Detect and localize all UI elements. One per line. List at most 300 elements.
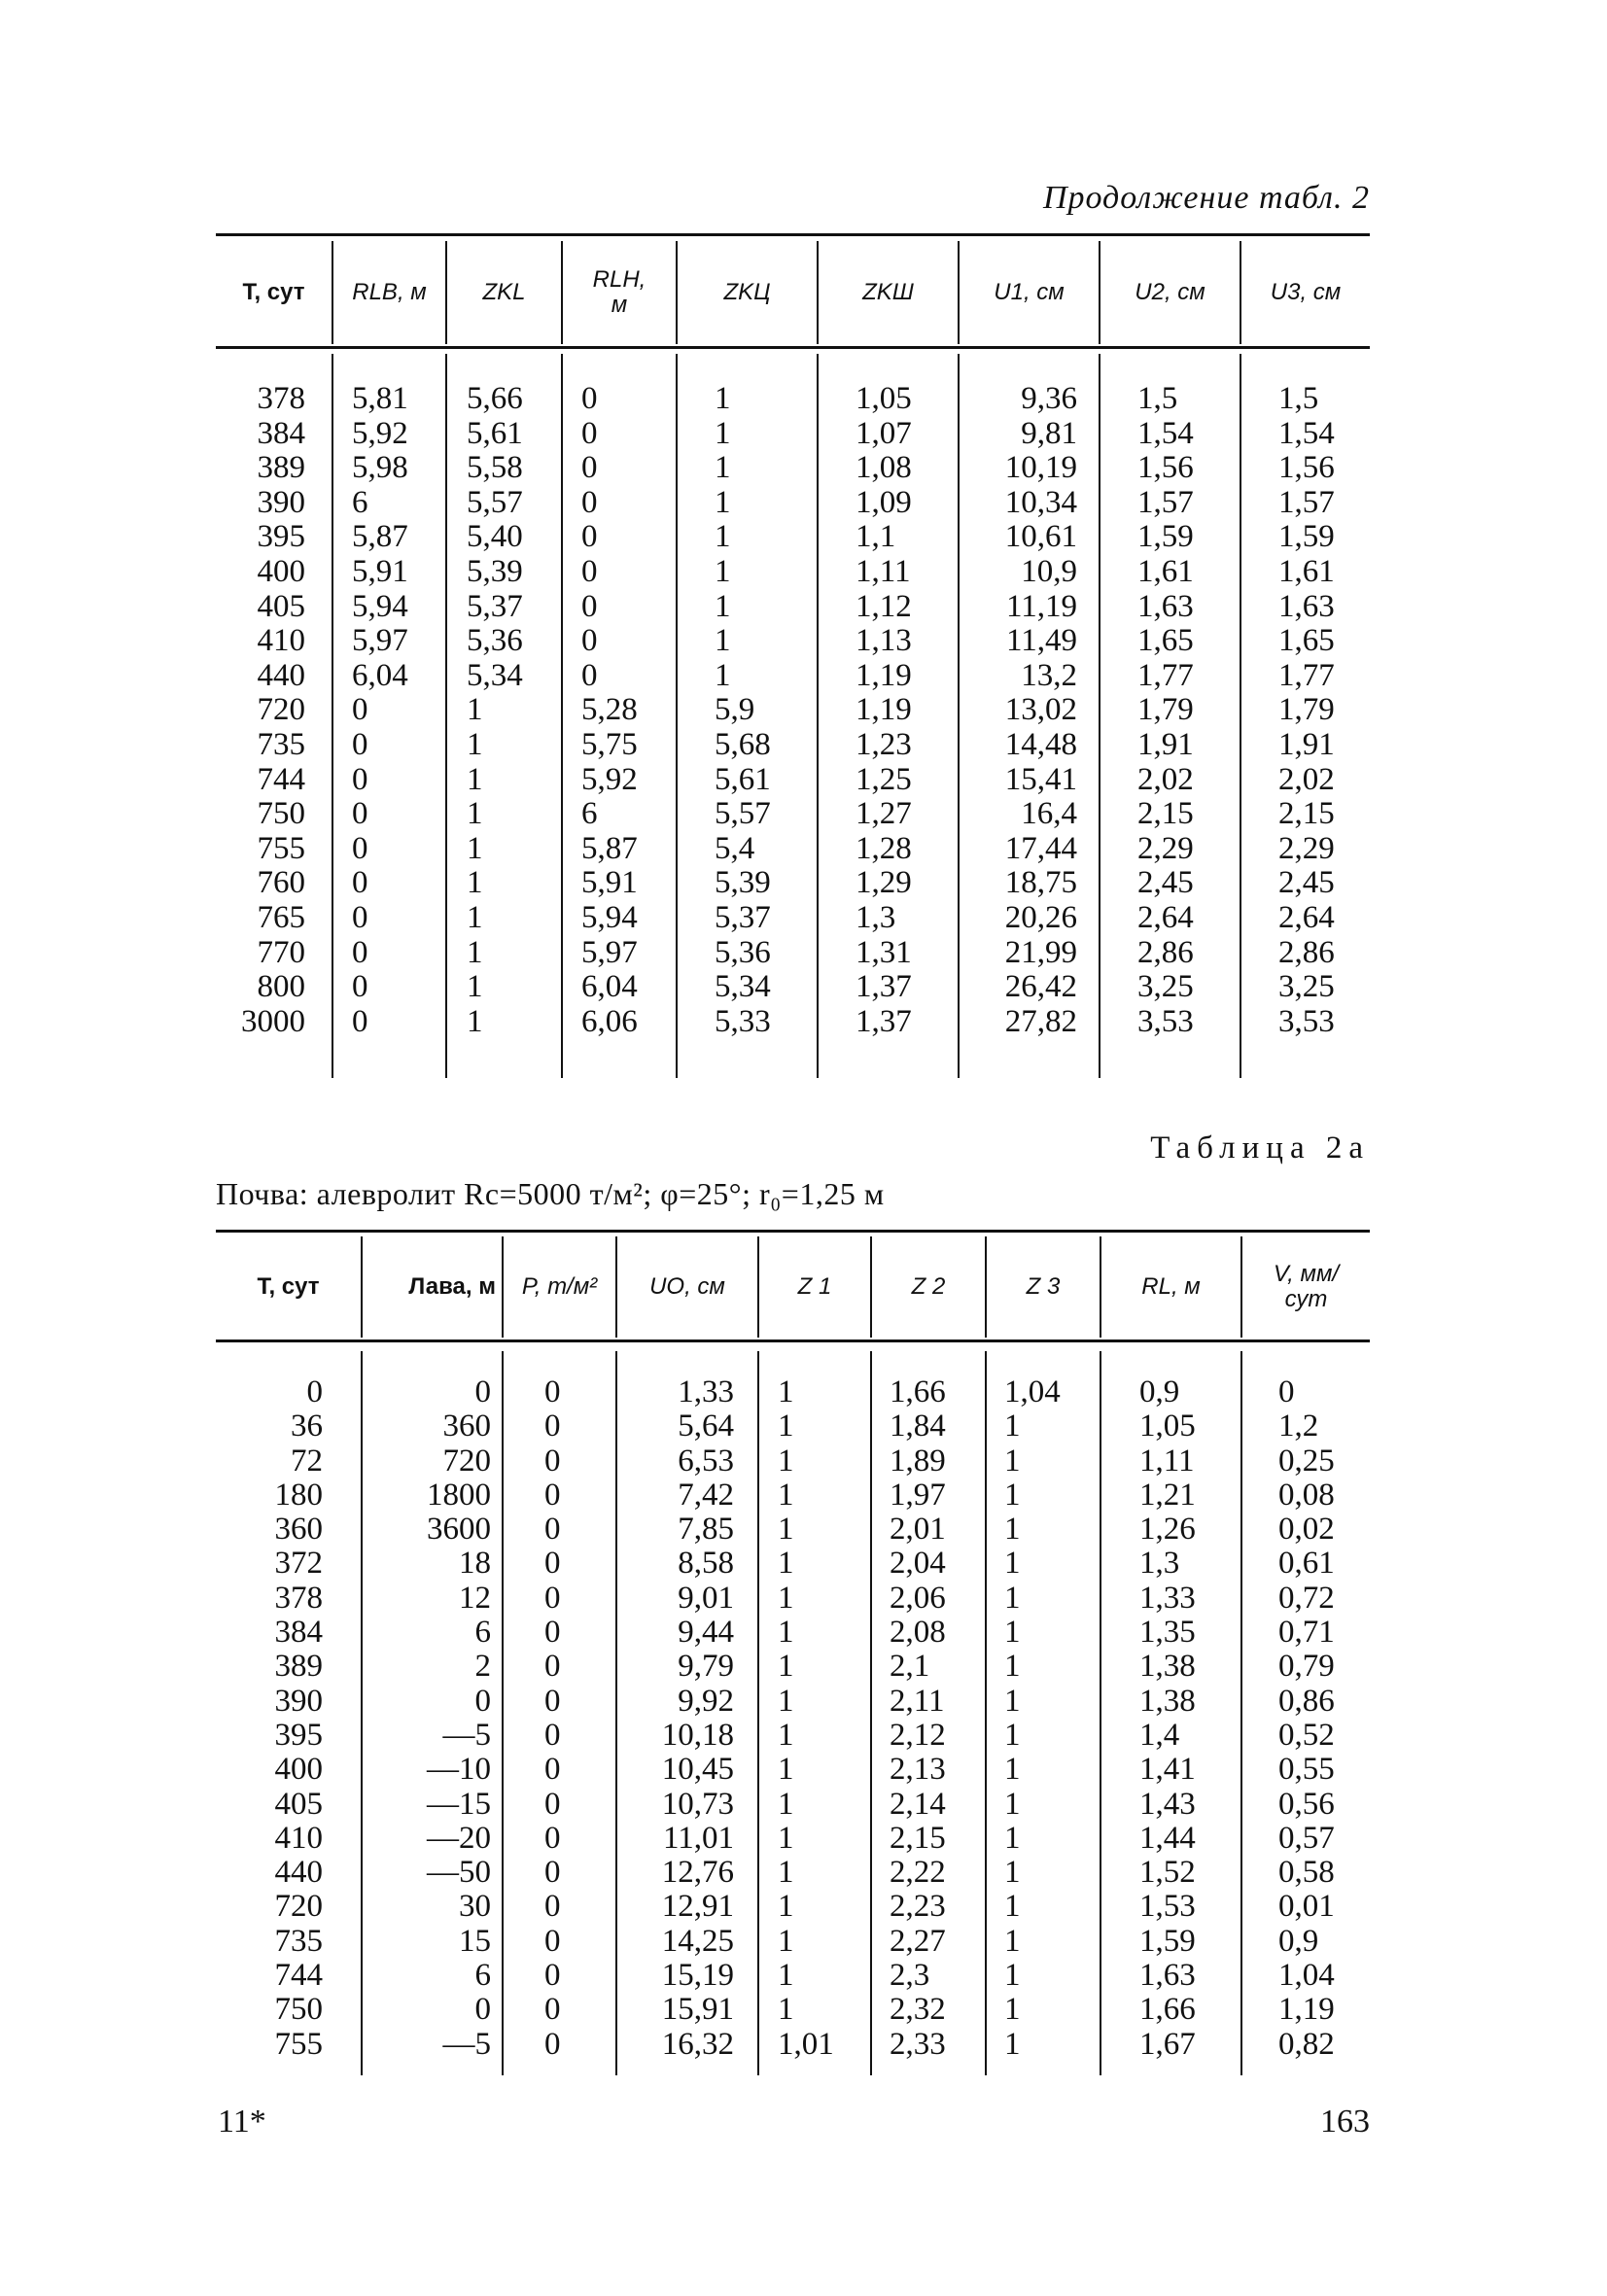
table-1-header-u3: U3, см — [1270, 278, 1342, 305]
table-cell: 6,04 — [352, 657, 408, 693]
table-cell: 2,04 — [890, 1546, 946, 1582]
table-cell: 0 — [544, 1683, 561, 1719]
table-cell: 5,58 — [467, 450, 523, 486]
table-cell: 1 — [778, 1855, 794, 1891]
table-cell: 0 — [544, 1546, 561, 1582]
table-1-header-zkl: ZKL — [482, 278, 526, 305]
table-cell: 5,34 — [715, 969, 771, 1005]
table-cell: 2,22 — [890, 1855, 946, 1891]
table-cell: 720 — [274, 1889, 323, 1925]
table-cell: 20,26 — [1004, 899, 1077, 935]
table-cell: 410 — [257, 623, 305, 659]
table-cell: 1 — [778, 1717, 794, 1753]
table-cell: 1,4 — [1139, 1717, 1180, 1753]
table-cell: 1 — [1004, 1889, 1021, 1925]
table-cell: 0 — [544, 1923, 561, 1959]
table-cell: 0 — [544, 1786, 561, 1822]
table-cell: 1,19 — [856, 657, 912, 693]
table-cell: —10 — [427, 1752, 491, 1788]
table-cell: 1 — [1004, 1512, 1021, 1548]
table-cell: —5 — [442, 1717, 491, 1753]
table-cell: 6,53 — [678, 1443, 734, 1478]
table-cell: 750 — [257, 796, 305, 832]
table-cell: 378 — [274, 1580, 323, 1616]
table-cell: 1,25 — [856, 761, 912, 797]
table-cell: 5,4 — [715, 830, 755, 866]
table-cell: 1 — [778, 1615, 794, 1651]
table-cell: 0,57 — [1278, 1820, 1335, 1856]
table-2a-body-divider — [985, 1351, 987, 2075]
table-cell: 1,11 — [856, 553, 911, 589]
table-cell: 1 — [1004, 1546, 1021, 1582]
table-2a-caption: Почва: алевролит Rс=5000 т/м²; φ=25°; r₀=1,25 м — [216, 1176, 885, 1211]
table-cell: 1,11 — [1139, 1443, 1195, 1478]
table-cell: 10,45 — [661, 1752, 734, 1788]
table-cell: 1,28 — [856, 830, 912, 866]
table-cell: 2,45 — [1137, 865, 1194, 901]
table-cell: 1,31 — [856, 934, 912, 970]
table-2a-body-divider — [870, 1351, 872, 2075]
table-cell: 755 — [257, 830, 305, 866]
table-cell: 1,3 — [1139, 1546, 1180, 1582]
table-cell: 30 — [459, 1889, 491, 1925]
table-cell: —50 — [427, 1855, 491, 1891]
table-cell: 10,19 — [1004, 450, 1077, 486]
table-cell: 0 — [544, 1717, 561, 1753]
table-cell: 1800 — [427, 1477, 491, 1513]
table-2a-header-lava: Лава, м — [408, 1272, 496, 1300]
table-2a-column-lava — [363, 1375, 491, 2062]
table-cell: 10,18 — [661, 1717, 734, 1753]
table-cell: 1,89 — [890, 1443, 946, 1478]
table-cell: 5,39 — [467, 553, 523, 589]
table-cell: —20 — [427, 1820, 491, 1856]
table-cell: 1 — [715, 623, 731, 659]
table-cell: 720 — [442, 1443, 491, 1478]
table-cell: 1,27 — [856, 796, 912, 832]
table-cell: 1,21 — [1139, 1477, 1196, 1513]
table-cell: 1,53 — [1139, 1889, 1196, 1925]
table-cell: 755 — [274, 2026, 323, 2062]
table-cell: 0,72 — [1278, 1580, 1335, 1616]
table-1-body-divider — [1099, 354, 1100, 1078]
table-cell: 372 — [274, 1546, 323, 1582]
table-cell: 1 — [467, 692, 483, 728]
table-cell: 0 — [544, 1958, 561, 1994]
table-cell: 5,64 — [678, 1409, 734, 1444]
table-cell: 2,29 — [1137, 830, 1194, 866]
table-cell: 0 — [544, 1649, 561, 1685]
table-cell: 1 — [778, 1512, 794, 1548]
table-cell: 5,66 — [467, 381, 523, 416]
table-cell: 1 — [778, 1683, 794, 1719]
table-cell: 16,4 — [1021, 796, 1077, 832]
table-cell: 1 — [778, 1992, 794, 2028]
table-cell: 1 — [467, 796, 483, 832]
table-cell: 9,36 — [1021, 381, 1077, 416]
table-cell: 1 — [1004, 1958, 1021, 1994]
table-cell: 5,81 — [352, 381, 408, 416]
table-cell: 1,43 — [1139, 1786, 1196, 1822]
table-cell: 1 — [1004, 1443, 1021, 1478]
table-cell: 2,64 — [1137, 899, 1194, 935]
table-cell: 1,66 — [890, 1374, 946, 1409]
table-cell: 0,01 — [1278, 1889, 1335, 1925]
table-cell: 1,91 — [1137, 726, 1194, 762]
table-cell: 2,15 — [1278, 796, 1335, 832]
table-cell: 5,92 — [352, 415, 408, 451]
table-cell: 0 — [1278, 1374, 1295, 1409]
table-cell: 1,38 — [1139, 1649, 1196, 1685]
table-cell: 2,86 — [1278, 934, 1335, 970]
table-1-column-rlh — [581, 382, 674, 1039]
table-cell: 10,61 — [1004, 519, 1077, 555]
table-cell: 1,63 — [1278, 588, 1335, 624]
table-cell: 1,77 — [1137, 657, 1194, 693]
table-cell: 18,75 — [1004, 865, 1077, 901]
table-cell: 0 — [581, 415, 598, 451]
table-cell: 1 — [778, 1580, 794, 1616]
table-cell: 410 — [274, 1820, 323, 1856]
table-cell: 1,65 — [1278, 623, 1335, 659]
table-cell: 2,15 — [1137, 796, 1194, 832]
table-cell: 1 — [1004, 1649, 1021, 1685]
table-cell: 3,53 — [1278, 1003, 1335, 1039]
table-1-header-rlb: RLB, м — [352, 278, 427, 305]
table-cell: 405 — [274, 1786, 323, 1822]
table-2a-header-z3: Z 3 — [1026, 1272, 1061, 1300]
table-cell: 0,61 — [1278, 1546, 1335, 1582]
table-cell: 1,01 — [778, 2026, 834, 2062]
table-2a-body-divider — [757, 1351, 759, 2075]
table-cell: 0 — [581, 657, 598, 693]
table-cell: 5,92 — [581, 761, 638, 797]
table-cell: 0,55 — [1278, 1752, 1335, 1788]
table-cell: 1,23 — [856, 726, 912, 762]
table-cell: 800 — [257, 969, 305, 1005]
table-cell: —15 — [427, 1786, 491, 1822]
table-cell: 1 — [467, 1003, 483, 1039]
table-1-top-rule — [216, 233, 1370, 236]
table-cell: 0 — [352, 796, 368, 832]
table-cell: 1,65 — [1137, 623, 1194, 659]
table-cell: 8,58 — [678, 1546, 734, 1582]
table-cell: 2,3 — [890, 1958, 930, 1994]
table-cell: 1,04 — [1278, 1958, 1335, 1994]
table-cell: 9,92 — [678, 1683, 734, 1719]
table-2a-column-z1 — [778, 1375, 867, 2062]
table-cell: 440 — [257, 657, 305, 693]
table-cell: 1,79 — [1278, 692, 1335, 728]
table-cell: 5,98 — [352, 450, 408, 486]
table-cell: 1 — [467, 934, 483, 970]
table-cell: 1 — [715, 553, 731, 589]
table-cell: 2,15 — [890, 1820, 946, 1856]
table-cell: 1,91 — [1278, 726, 1335, 762]
table-cell: 744 — [257, 761, 305, 797]
table-cell: 1,33 — [1139, 1580, 1196, 1616]
table-cell: 1 — [1004, 1752, 1021, 1788]
table-cell: 2,13 — [890, 1752, 946, 1788]
table-cell: 1,61 — [1137, 553, 1194, 589]
table-cell: 1,66 — [1139, 1992, 1196, 2028]
table-cell: 0 — [581, 553, 598, 589]
table-cell: 0 — [544, 1374, 561, 1409]
table-cell: 1,05 — [1139, 1409, 1196, 1444]
table-cell: 765 — [257, 899, 305, 935]
table-cell: 5,36 — [715, 934, 771, 970]
table-cell: 1,44 — [1139, 1820, 1196, 1856]
table-cell: 1,37 — [856, 1003, 912, 1039]
table-cell: 360 — [442, 1409, 491, 1444]
table-cell: 1 — [715, 657, 731, 693]
table-1-header-u2: U2, см — [1135, 278, 1205, 305]
table-cell: 378 — [257, 381, 305, 416]
table-cell: 1 — [715, 588, 731, 624]
table-cell: 5,75 — [581, 726, 638, 762]
table-cell: 360 — [274, 1512, 323, 1548]
table-cell: 3,53 — [1137, 1003, 1194, 1039]
table-cell: 5,39 — [715, 865, 771, 901]
table-1-header-t: T, сут — [242, 278, 305, 305]
table-cell: 0 — [474, 1374, 491, 1409]
table-cell: 1,3 — [856, 899, 896, 935]
table-cell: 1,19 — [856, 692, 912, 728]
table-cell: 0 — [581, 519, 598, 555]
table-cell: 1 — [1004, 1992, 1021, 2028]
table-cell: 5,28 — [581, 692, 638, 728]
table-cell: 0 — [544, 1477, 561, 1513]
table-cell: 21,99 — [1004, 934, 1077, 970]
table-cell: 1,37 — [856, 969, 912, 1005]
table-cell: 400 — [274, 1752, 323, 1788]
table-cell: 1 — [467, 726, 483, 762]
table-cell: 2,29 — [1278, 830, 1335, 866]
table-cell: 1 — [1004, 1820, 1021, 1856]
table-1-column-zkc — [715, 382, 812, 1039]
table-cell: 14,48 — [1004, 726, 1077, 762]
table-cell: 1 — [715, 519, 731, 555]
table-cell: 0 — [352, 830, 368, 866]
table-cell: 13,2 — [1021, 657, 1077, 693]
table-cell: 720 — [257, 692, 305, 728]
table-cell: 9,79 — [678, 1649, 734, 1685]
table-cell: 1,5 — [1278, 381, 1319, 416]
table-cell: 2,01 — [890, 1512, 946, 1548]
table-cell: 5,97 — [581, 934, 638, 970]
table-cell: 2,64 — [1278, 899, 1335, 935]
table-cell: 15 — [459, 1923, 491, 1959]
table-2a-body-divider — [502, 1351, 504, 2075]
table-cell: 9,44 — [678, 1615, 734, 1651]
table-cell: 2,11 — [890, 1683, 945, 1719]
table-cell: 5,57 — [467, 484, 523, 520]
table-cell: 1 — [467, 899, 483, 935]
table-cell: 1 — [467, 969, 483, 1005]
table-cell: 1 — [1004, 1923, 1021, 1959]
table-cell: 0 — [352, 726, 368, 762]
table-2a-header-rule — [216, 1339, 1370, 1342]
table-cell: 5,87 — [352, 519, 408, 555]
table-2a-header-v: V, мм/сут — [1273, 1260, 1340, 1312]
table-1-column-u1 — [958, 382, 1077, 1039]
table-cell: 0 — [544, 1889, 561, 1925]
table-cell: 27,82 — [1004, 1003, 1077, 1039]
table-cell: 1,54 — [1137, 415, 1194, 451]
table-cell: 1 — [778, 1546, 794, 1582]
table-cell: 735 — [257, 726, 305, 762]
table-2a-header-z1: Z 1 — [797, 1272, 832, 1300]
table-cell: 1 — [1004, 1580, 1021, 1616]
table-cell: 5,94 — [581, 899, 638, 935]
table-1-header-zkc: ZKЦ — [723, 278, 771, 305]
table-cell: 2 — [474, 1649, 491, 1685]
table-2a-header-uo: UO, см — [649, 1272, 725, 1300]
table-cell: 5,91 — [352, 553, 408, 589]
table-1-header-rule — [216, 346, 1370, 349]
table-cell: 10,73 — [661, 1786, 734, 1822]
table-cell: 1 — [467, 865, 483, 901]
table-cell: 1,57 — [1278, 484, 1335, 520]
table-cell: 6 — [352, 484, 368, 520]
table-cell: 1 — [778, 1477, 794, 1513]
table-cell: 1 — [715, 450, 731, 486]
table-cell: 1 — [1004, 1683, 1021, 1719]
table-cell: 760 — [257, 865, 305, 901]
table-cell: 12,91 — [661, 1889, 734, 1925]
table-cell: 0 — [352, 899, 368, 935]
table-cell: 0,52 — [1278, 1717, 1335, 1753]
table-cell: 2,27 — [890, 1923, 946, 1959]
table-cell: 5,40 — [467, 519, 523, 555]
table-2a-body-divider — [1240, 1351, 1242, 2075]
table-2a-column-z3 — [1004, 1375, 1097, 2062]
table-1-body-divider — [332, 354, 333, 1078]
table-1-column-u3 — [1278, 382, 1368, 1039]
table-cell: 0 — [474, 1683, 491, 1719]
table-cell: 0 — [544, 1615, 561, 1651]
table-cell: 0 — [544, 1855, 561, 1891]
table-cell: 1 — [1004, 1786, 1021, 1822]
table-cell: 1 — [778, 1752, 794, 1788]
table-cell: 1,09 — [856, 484, 912, 520]
table-cell: 3000 — [241, 1003, 305, 1039]
table-cell: 1,59 — [1139, 1923, 1196, 1959]
table-2a-column-t — [216, 1375, 323, 2062]
table-cell: 390 — [257, 484, 305, 520]
table-cell: 1 — [467, 830, 483, 866]
table-cell: 2,08 — [890, 1615, 946, 1651]
table-cell: 405 — [257, 588, 305, 624]
table-cell: 390 — [274, 1683, 323, 1719]
table-2a-header-p: P, т/м² — [521, 1272, 598, 1300]
table-cell: 1,08 — [856, 450, 912, 486]
table-cell: 1,26 — [1139, 1512, 1196, 1548]
table-cell: 1,52 — [1139, 1855, 1196, 1891]
table-cell: 1 — [778, 1409, 794, 1444]
table-cell: 11,01 — [662, 1820, 734, 1856]
table-cell: 3,25 — [1278, 969, 1335, 1005]
table-cell: 2,86 — [1137, 934, 1194, 970]
table-cell: 770 — [257, 934, 305, 970]
table-cell: 735 — [274, 1923, 323, 1959]
table-cell: 1,5 — [1137, 381, 1178, 416]
table-cell: 2,14 — [890, 1786, 946, 1822]
table-cell: 12 — [459, 1580, 491, 1616]
table-cell: 0 — [544, 1443, 561, 1478]
table-cell: 9,81 — [1021, 415, 1077, 451]
table-cell: 5,97 — [352, 623, 408, 659]
table-cell: 1,2 — [1278, 1409, 1319, 1444]
table-2a-body-divider — [1100, 1351, 1101, 2075]
table-1-column-t — [216, 382, 305, 1039]
table-cell: 0 — [544, 2026, 561, 2062]
table-cell: 1 — [778, 1820, 794, 1856]
table-cell: 1,12 — [856, 588, 912, 624]
table-cell: 0,82 — [1278, 2026, 1335, 2062]
table-cell: 2,02 — [1278, 761, 1335, 797]
table-cell: 72 — [291, 1443, 323, 1478]
table-cell: 1 — [778, 1443, 794, 1478]
table-cell: 0 — [581, 588, 598, 624]
table-2a-header-rl: RL, м — [1141, 1272, 1201, 1300]
table-cell: 1,59 — [1278, 519, 1335, 555]
table-cell: 1,56 — [1137, 450, 1194, 486]
table-cell: 1,07 — [856, 415, 912, 451]
table-cell: 0,58 — [1278, 1855, 1335, 1891]
table-cell: 3600 — [427, 1512, 491, 1548]
table-cell: 5,61 — [715, 761, 771, 797]
table-cell: 10,9 — [1021, 553, 1077, 589]
table-cell: 1 — [1004, 1615, 1021, 1651]
table-2a-column-p — [544, 1375, 612, 2062]
table-cell: 0 — [352, 934, 368, 970]
table-cell: 2,12 — [890, 1717, 946, 1753]
table-cell: 1,1 — [856, 519, 896, 555]
signature-mark: 11* — [218, 2104, 266, 2139]
table-cell: 0 — [352, 761, 368, 797]
table-cell: 0 — [544, 1512, 561, 1548]
table-cell: 6 — [474, 1615, 491, 1651]
table-2a-column-z2 — [890, 1375, 982, 2062]
table-cell: 0 — [352, 1003, 368, 1039]
table-cell: 2,33 — [890, 2026, 946, 2062]
table-cell: 16,32 — [661, 2026, 734, 2062]
table-cell: 1 — [715, 381, 731, 416]
table-cell: 0 — [581, 484, 598, 520]
table-cell: 2,32 — [890, 1992, 946, 2028]
table-cell: 0,25 — [1278, 1443, 1335, 1478]
table-cell: 5,36 — [467, 623, 523, 659]
table-cell: 384 — [274, 1615, 323, 1651]
table-cell: 15,19 — [661, 1958, 734, 1994]
table-cell: 1,35 — [1139, 1615, 1196, 1651]
table-1-column-zksh — [856, 382, 953, 1039]
table-cell: 1,67 — [1139, 2026, 1196, 2062]
table-cell: 0 — [352, 865, 368, 901]
table-cell: 11,19 — [1005, 588, 1077, 624]
table-cell: —5 — [442, 2026, 491, 2062]
table-1-header-zksh: ZKШ — [862, 278, 914, 305]
table-1-body-divider — [445, 354, 447, 1078]
table-cell: 389 — [274, 1649, 323, 1685]
table-2a-column-v — [1278, 1375, 1368, 2062]
table-cell: 0,9 — [1139, 1374, 1180, 1409]
table-cell: 6,06 — [581, 1003, 638, 1039]
table-2a-column-rl — [1139, 1375, 1237, 2062]
table-cell: 1 — [715, 484, 731, 520]
table-cell: 5,57 — [715, 796, 771, 832]
